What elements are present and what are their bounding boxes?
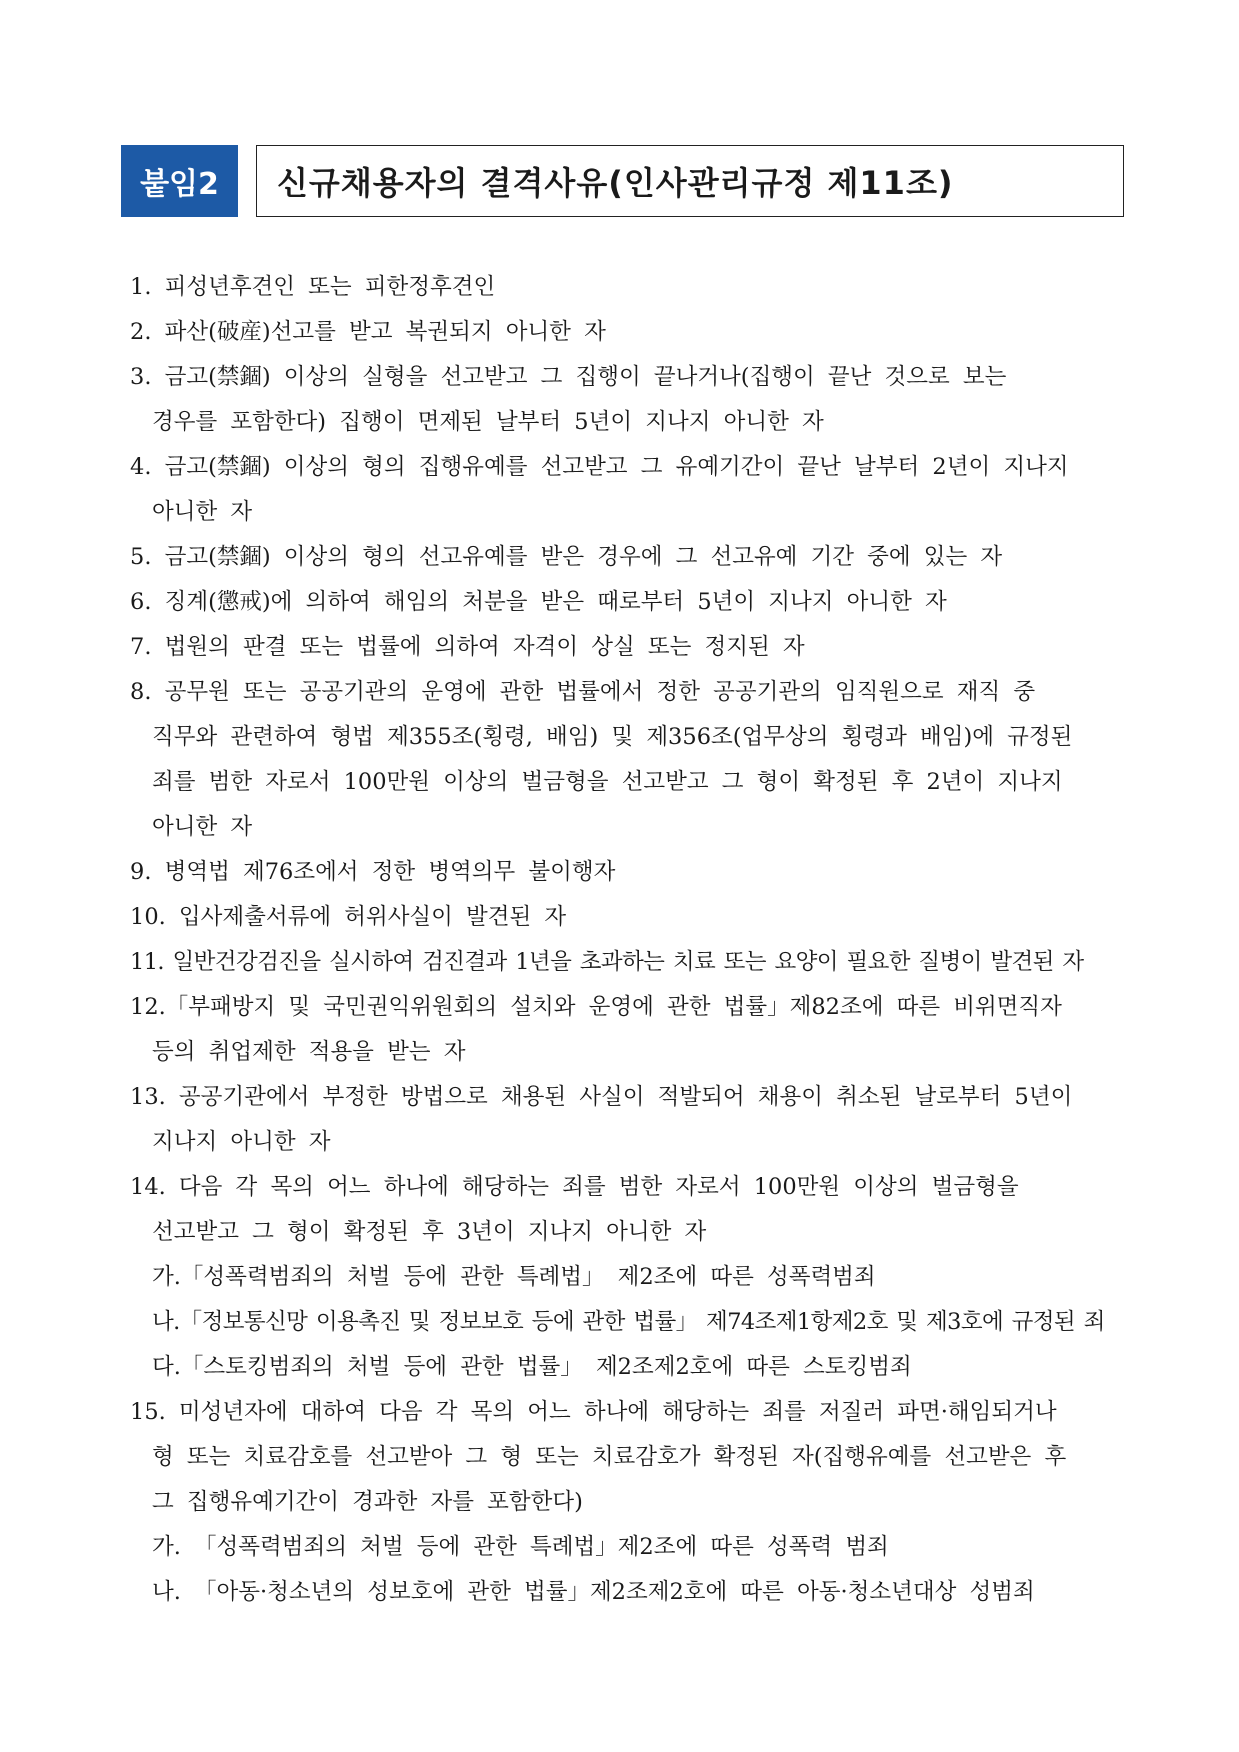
list-item-13-continued: 지나지 아니한 자 [152,1129,331,1155]
list-item-11: 11. 일반건강검진을 실시하여 검진결과 1년을 초과하는 치료 또는 요양이 필요한 질병이 발견된 자 [130,949,1084,975]
list-item-7: 7. 법원의 판결 또는 법률에 의하여 자격이 상실 또는 정지된 자 [130,634,805,660]
document-title: 신규채용자의 결격사유(인사관리규정 제11조) [256,145,1124,217]
list-item-14: 14. 다음 각 목의 어느 하나에 해당하는 죄를 범한 자로서 100만원 이상의 벌금형을 [130,1174,1019,1200]
list-item-12-continued: 등의 취업제한 적용을 받는 자 [152,1039,466,1065]
list-item-15-sub-na: 나. 「아동·청소년의 성보호에 관한 법률」제2조제2호에 따른 아동·청소년대상 성범죄 [152,1579,1035,1605]
list-item-8-continued: 죄를 범한 자로서 100만원 이상의 벌금형을 선고받고 그 형이 확정된 후 2년이 지나지 [152,769,1063,795]
list-item-15-continued: 그 집행유예기간이 경과한 자를 포함한다) [152,1489,583,1515]
list-item-3: 3. 금고(禁錮) 이상의 실형을 선고받고 그 집행이 끝나거나(집행이 끝난 것으로 보는 [130,364,1007,390]
disqualification-list [130,265,1120,1615]
list-item-1: 1. 피성년후견인 또는 피한정후견인 [130,274,496,300]
list-item-14-sub-ga: 가.「성폭력범죄의 처벌 등에 관한 특례법」 제2조에 따른 성폭력범죄 [152,1264,876,1290]
list-item-15-sub-ga: 가. 「성폭력범죄의 처벌 등에 관한 특례법」제2조에 따른 성폭력 범죄 [152,1534,889,1560]
list-item-2: 2. 파산(破産)선고를 받고 복권되지 아니한 자 [130,319,606,345]
list-item-13: 13. 공공기관에서 부정한 방법으로 채용된 사실이 적발되어 채용이 취소된 날로부터 5년이 [130,1084,1073,1110]
list-item-14-continued: 선고받고 그 형이 확정된 후 3년이 지나지 아니한 자 [152,1219,707,1245]
list-item-15: 15. 미성년자에 대하여 다음 각 목의 어느 하나에 해당하는 죄를 저질러 파면·해임되거나 [130,1399,1057,1425]
list-item-4-continued: 아니한 자 [152,499,253,525]
list-item-3-continued: 경우를 포함한다) 집행이 면제된 날부터 5년이 지나지 아니한 자 [152,409,824,435]
list-item-9: 9. 병역법 제76조에서 정한 병역의무 불이행자 [130,859,616,885]
list-item-8: 8. 공무원 또는 공공기관의 운영에 관한 법률에서 정한 공공기관의 임직원으로 재직 중 [130,679,1036,705]
list-item-8-continued: 아니한 자 [152,814,253,840]
list-item-14-sub-na: 나.「정보통신망 이용촉진 및 정보보호 등에 관한 법률」 제74조제1항제2호 및 제3호에 규정된 죄 [152,1309,1105,1335]
list-item-14-sub-da: 다.「스토킹범죄의 처벌 등에 관한 법률」 제2조제2호에 따른 스토킹범죄 [152,1354,912,1380]
list-item-10: 10. 입사제출서류에 허위사실이 발견된 자 [130,904,567,930]
list-item-15-continued: 형 또는 치료감호를 선고받아 그 형 또는 치료감호가 확정된 자(집행유예를 선고받은 후 [152,1444,1067,1470]
list-item-5: 5. 금고(禁錮) 이상의 형의 선고유예를 받은 경우에 그 선고유예 기간 중에 있는 자 [130,544,1003,570]
list-item-6: 6. 징계(懲戒)에 의하여 해임의 처분을 받은 때로부터 5년이 지나지 아니한 자 [130,589,947,615]
list-item-4: 4. 금고(禁錮) 이상의 형의 집행유예를 선고받고 그 유예기간이 끝난 날부터 2년이 지나지 [130,454,1069,480]
list-item-8-continued: 직무와 관련하여 형법 제355조(횡령, 배임) 및 제356조(업무상의 횡령과 배임)에 규정된 [152,724,1073,750]
list-item-12: 12.「부패방지 및 국민권익위원회의 설치와 운영에 관한 법률」제82조에 따른 비위면직자 [130,994,1062,1020]
attachment-badge: 붙임2 [121,145,238,217]
document-header [121,145,1124,217]
